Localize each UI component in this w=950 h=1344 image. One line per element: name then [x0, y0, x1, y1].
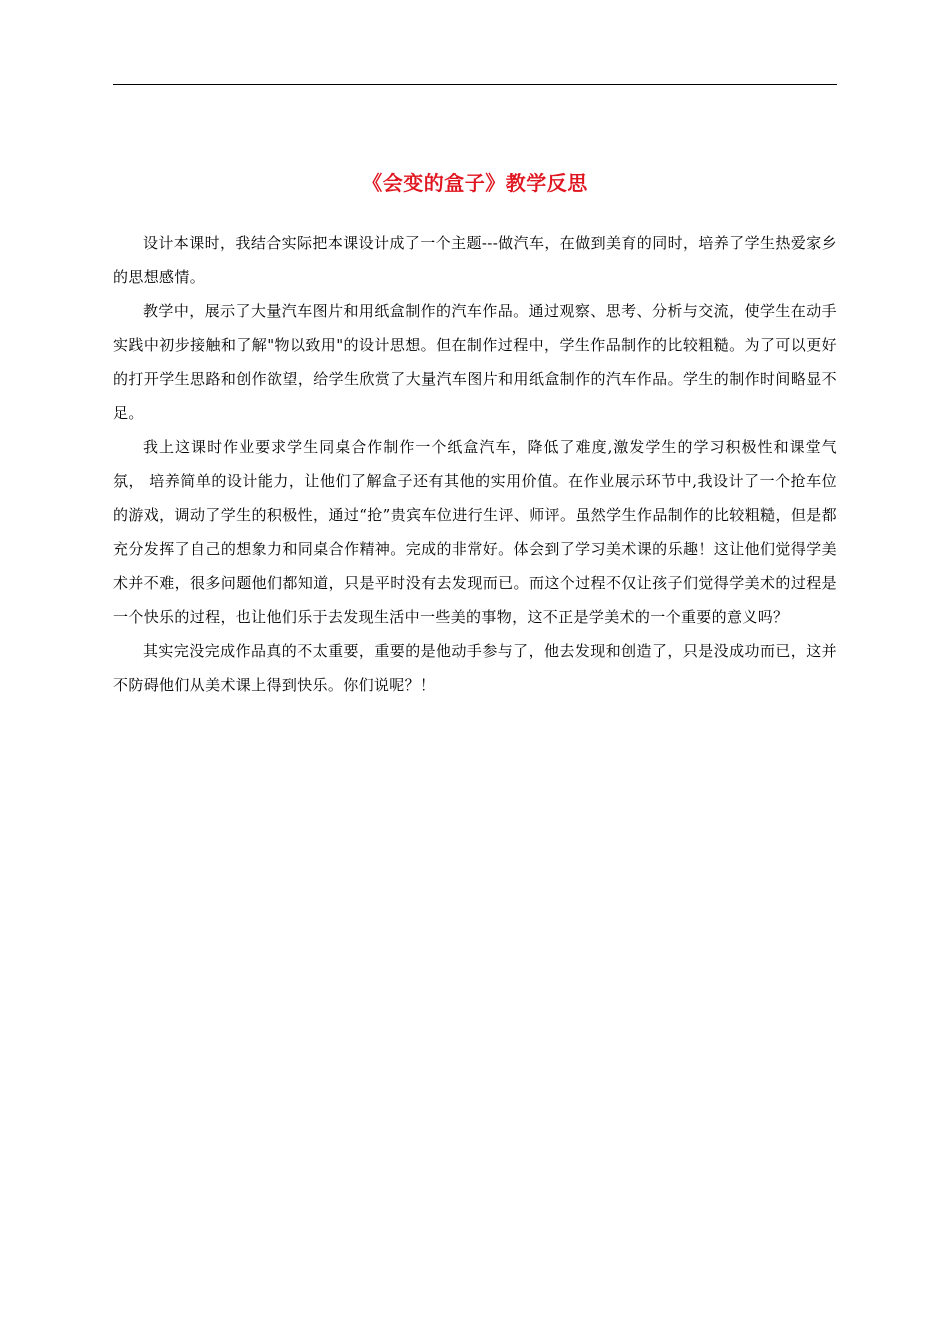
paragraph-4: 其实完没完成作品真的不太重要，重要的是他动手参与了，他去发现和创造了，只是没成功而已，这并不防碍他们从美术课上得到快乐。你们说呢？！	[113, 642, 837, 694]
header-rule	[113, 84, 837, 85]
paragraph-1: 设计本课时，我结合实际把本课设计成了一个主题---做汽车，在做到美育的同时，培养了学生热爱家乡的思想感情。	[113, 234, 837, 286]
paragraph-3: 我上这课时作业要求学生同桌合作制作一个纸盒汽车，降低了难度,激发学生的学习积极性和课堂气氛， 培养简单的设计能力，让他们了解盒子还有其他的实用价值。在作业展示环节中,我设计了一个抢车位的游戏，调动了学生的积极性，通过“抢”贵宾车位进行生评、师评。虽然学生作品制作的比较粗糙，但是都充分发挥了自己的想象力和同桌合作精神。完成的非常好。体会到了学习美术课的乐趣！这让他们觉得学美术并不难，很多问题他们都知道，只是平时没有去发现而已。而这个过程不仅让孩子们觉得学美术的过程是一个快乐的过程，也让他们乐于去发现生活中一些美的事物，这不正是学美术的一个重要的意义吗？	[113, 438, 837, 626]
document-body	[113, 226, 837, 702]
document-title: 《会变的盒子》教学反思	[362, 171, 588, 196]
paragraph-2: 教学中，展示了大量汽车图片和用纸盒制作的汽车作品。通过观察、思考、分析与交流，使学生在动手实践中初步接触和了解"物以致用"的设计思想。但在制作过程中，学生作品制作的比较粗糙。为了可以更好的打开学生思路和创作欲望，给学生欣赏了大量汽车图片和用纸盒制作的汽车作品。学生的制作时间略显不足。	[113, 302, 837, 422]
